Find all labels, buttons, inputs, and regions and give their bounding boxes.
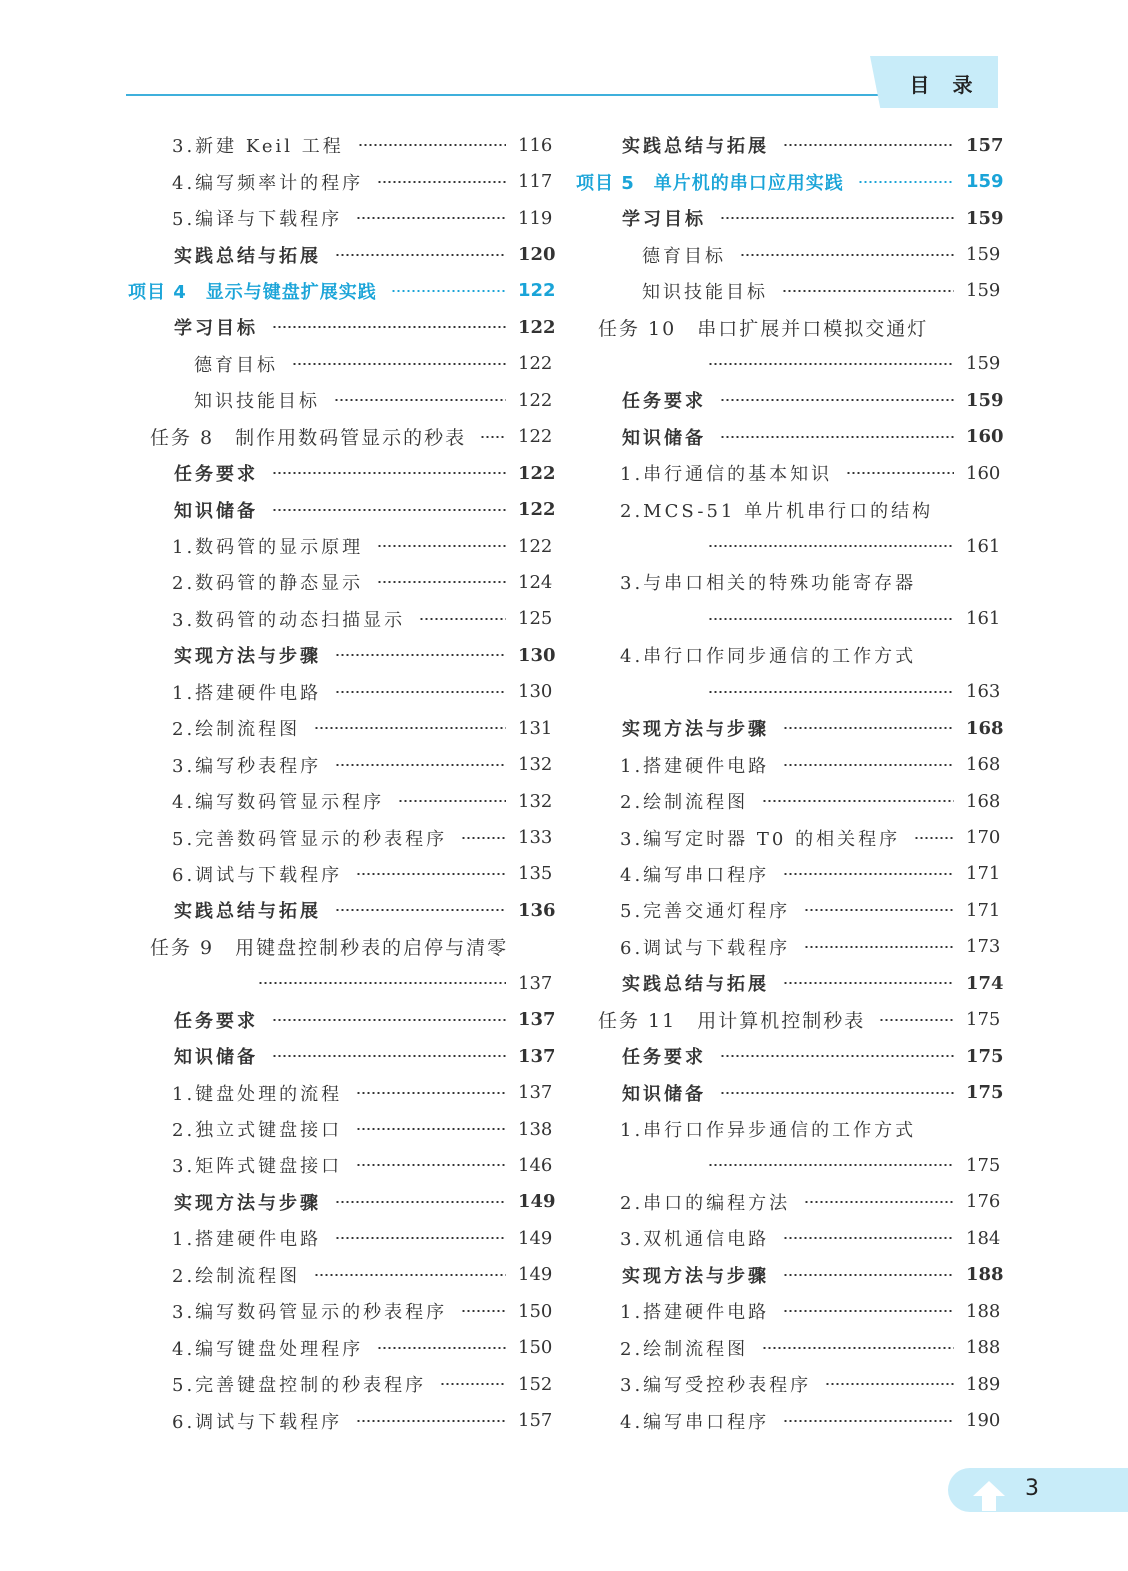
- toc-entry-page: 138: [518, 1118, 553, 1140]
- toc-entry-page: 175: [966, 1082, 1004, 1104]
- toc-leader-dots: [334, 399, 506, 401]
- toc-entry-page: 157: [518, 1410, 553, 1432]
- toc-entry[interactable]: [574, 1220, 1000, 1256]
- toc-entry-page: 188: [966, 1264, 1004, 1286]
- toc-entry-title: 3.新建 Keil 工程: [172, 136, 344, 158]
- toc-leader-dots: [825, 1383, 954, 1385]
- toc-entry[interactable]: [574, 1257, 1004, 1293]
- toc-entry[interactable]: [126, 1402, 552, 1438]
- toc-leader-dots: [708, 691, 954, 693]
- toc-leader-dots: [783, 1310, 954, 1312]
- toc-leader-dots: [720, 436, 954, 438]
- toc-entry-page: 174: [966, 972, 1004, 994]
- toc-entry-page: 149: [518, 1191, 556, 1213]
- toc-entry-page: 117: [518, 171, 553, 193]
- toc-entry[interactable]: [126, 746, 552, 782]
- toc-entry-page: 159: [966, 353, 1001, 375]
- toc-entry[interactable]: [126, 382, 552, 418]
- toc-entry[interactable]: [574, 674, 1000, 710]
- toc-entry-title: 1.搭建硬件电路: [620, 1302, 770, 1324]
- toc-entry[interactable]: [126, 783, 552, 819]
- toc-entry-page: 150: [518, 1337, 553, 1359]
- toc-entry[interactable]: [574, 1402, 1000, 1438]
- toc-entry-page: 157: [966, 134, 1004, 156]
- toc-entry[interactable]: [126, 455, 556, 491]
- toc-leader-dots: [314, 1274, 506, 1276]
- toc-leader-dots: [335, 254, 506, 256]
- toc-entry[interactable]: [126, 1220, 552, 1256]
- toc-leader-dots: [783, 727, 954, 729]
- toc-leader-dots: [740, 254, 954, 256]
- toc-entry-title: 知识储备: [622, 427, 706, 449]
- toc-entry[interactable]: [126, 127, 552, 163]
- toc-entry-title: 任务 9 用键盘控制秒表的启停与清零: [150, 937, 509, 960]
- toc-entry[interactable]: [574, 1147, 1000, 1183]
- toc-entry-title: 3.双机通信电路: [620, 1229, 770, 1251]
- toc-entry-title: 1.搭建硬件电路: [172, 682, 322, 704]
- toc-leader-dots: [783, 1237, 954, 1239]
- toc-entry-title: 6.调试与下载程序: [172, 864, 343, 886]
- toc-entry[interactable]: [126, 1184, 556, 1220]
- toc-entry[interactable]: [126, 856, 552, 892]
- toc-leader-dots: [335, 691, 506, 693]
- toc-entry-title: 项目 5 单片机的串口应用实践: [576, 172, 844, 194]
- toc-entry-page: 175: [966, 1045, 1004, 1067]
- toc-entry[interactable]: [126, 892, 556, 928]
- toc-entry-title: 1.数码管的显示原理: [172, 537, 364, 559]
- toc-entry-page: 125: [518, 608, 553, 630]
- toc-entry[interactable]: [126, 1366, 552, 1402]
- toc-leader-dots: [356, 873, 506, 875]
- toc-leader-dots: [419, 618, 506, 620]
- toc-entry-page: 146: [518, 1154, 553, 1176]
- toc-entry-page: 171: [966, 863, 1001, 885]
- toc-entry-title: 实践总结与拓展: [174, 901, 321, 923]
- toc-leader-dots: [804, 909, 954, 911]
- toc-entry-page: 152: [518, 1373, 553, 1395]
- toc-entry-title: 项目 4 显示与键盘扩展实践: [128, 281, 377, 303]
- toc-entry-page: 119: [518, 207, 553, 229]
- toc-entry-page: 159: [966, 244, 1001, 266]
- toc-leader-dots: [272, 326, 506, 328]
- toc-leader-dots: [440, 1383, 506, 1385]
- toc-entry[interactable]: [126, 1002, 556, 1038]
- toc-entry-page: 184: [966, 1227, 1001, 1249]
- toc-leader-dots: [480, 436, 506, 438]
- toc-leader-dots: [783, 764, 954, 766]
- toc-entry-title: 任务要求: [174, 464, 258, 486]
- toc-entry-title: 任务 8 制作用数码管显示的秒表: [150, 427, 467, 450]
- toc-entry-page: 120: [518, 244, 556, 266]
- toc-entry[interactable]: [126, 929, 552, 965]
- toc-leader-dots: [356, 1092, 506, 1094]
- toc-entry-page: 135: [518, 863, 553, 885]
- toc-entry[interactable]: [574, 455, 1000, 491]
- toc-leader-dots: [708, 363, 954, 365]
- toc-entry-page: 168: [966, 790, 1001, 812]
- toc-entry[interactable]: [126, 710, 552, 746]
- toc-entry-title: 知识储备: [622, 1083, 706, 1105]
- toc-entry-page: 159: [966, 389, 1004, 411]
- toc-entry[interactable]: [126, 564, 552, 600]
- toc-entry-page: 137: [518, 1082, 553, 1104]
- toc-leader-dots: [858, 181, 954, 183]
- toc-leader-dots: [708, 618, 954, 620]
- toc-leader-dots: [377, 181, 506, 183]
- toc-entry-title: 学习目标: [622, 209, 706, 231]
- toc-entry-page: 132: [518, 754, 553, 776]
- toc-leader-dots: [335, 909, 506, 911]
- toc-entry[interactable]: [126, 1257, 552, 1293]
- toc-entry[interactable]: [574, 1038, 1004, 1074]
- toc-leader-dots: [804, 946, 954, 948]
- toc-entry[interactable]: [126, 309, 556, 345]
- toc-entry-page: 131: [518, 717, 553, 739]
- toc-leader-dots: [335, 1201, 506, 1203]
- toc-entry-title: 任务要求: [174, 1010, 258, 1032]
- toc-entry[interactable]: [126, 1074, 552, 1110]
- toc-entry[interactable]: [574, 236, 1000, 272]
- toc-leader-dots: [356, 1164, 506, 1166]
- toc-leader-dots: [720, 1092, 954, 1094]
- toc-entry-title: 2.MCS-51 单片机串行口的结构: [620, 500, 934, 522]
- toc-entry-page: 188: [966, 1337, 1001, 1359]
- toc-entry-title: 4.编写频率计的程序: [172, 172, 364, 194]
- toc-entry-title: 3.编写秒表程序: [172, 755, 322, 777]
- toc-entry[interactable]: [574, 601, 1000, 637]
- page-number: 3: [1025, 1476, 1039, 1501]
- toc-entry[interactable]: [574, 491, 1000, 527]
- toc-entry-title: 德育目标: [194, 354, 278, 376]
- toc-entry-page: 173: [966, 936, 1001, 958]
- toc-entry-title: 6.调试与下载程序: [620, 937, 791, 959]
- toc-leader-dots: [335, 654, 506, 656]
- toc-leader-dots: [720, 217, 954, 219]
- toc-entry[interactable]: [126, 273, 556, 309]
- toc-leader-dots: [292, 363, 506, 365]
- toc-entry-page: 136: [518, 899, 556, 921]
- toc-entry-title: 实现方法与步骤: [622, 1265, 769, 1287]
- toc-entry-page: 175: [966, 1009, 1001, 1031]
- toc-leader-dots: [356, 1128, 506, 1130]
- toc-entry[interactable]: [126, 163, 552, 199]
- toc-entry-page: 176: [966, 1191, 1001, 1213]
- toc-entry-title: 任务要求: [622, 391, 706, 413]
- toc-entry-title: 3.数码管的动态扫描显示: [172, 609, 406, 631]
- toc-entry-title: 知识技能目标: [642, 281, 768, 303]
- toc-entry-title: 知识技能目标: [194, 391, 320, 413]
- toc-entry-title: 2.绘制流程图: [620, 792, 749, 814]
- toc-entry-page: 116: [518, 134, 553, 156]
- toc-entry-title: 知识储备: [174, 500, 258, 522]
- toc-entry-title: 2.绘制流程图: [620, 1338, 749, 1360]
- toc-entry-page: 133: [518, 827, 553, 849]
- toc-entry-page: 122: [518, 316, 556, 338]
- toc-entry[interactable]: [574, 892, 1000, 928]
- toc-leader-dots: [914, 837, 954, 839]
- toc-leader-dots: [783, 144, 954, 146]
- toc-entry-page: 149: [518, 1227, 553, 1249]
- toc-entry-title: 任务 10 串口扩展并口模拟交通灯: [598, 317, 929, 340]
- toc-entry-page: 150: [518, 1300, 553, 1322]
- toc-entry-title: 3.编写受控秒表程序: [620, 1375, 812, 1397]
- toc-entry-title: 4.编写串口程序: [620, 864, 770, 886]
- toc-entry[interactable]: [126, 200, 552, 236]
- toc-leader-dots: [783, 873, 954, 875]
- toc-leader-dots: [272, 1055, 506, 1057]
- toc-entry[interactable]: [574, 309, 1000, 345]
- toc-entry[interactable]: [126, 1147, 552, 1183]
- toc-leader-dots: [804, 1201, 954, 1203]
- toc-entry-title: 5.完善键盘控制的秒表程序: [172, 1375, 427, 1397]
- toc-entry[interactable]: [126, 419, 552, 455]
- toc-entry[interactable]: [574, 783, 1000, 819]
- toc-entry[interactable]: [126, 1111, 552, 1147]
- toc-leader-dots: [783, 1274, 954, 1276]
- toc-entry-page: 161: [966, 535, 1001, 557]
- toc-leader-dots: [461, 837, 506, 839]
- toc-entry-title: 实践总结与拓展: [174, 245, 321, 267]
- toc-entry-title: 实现方法与步骤: [174, 646, 321, 668]
- toc-leader-dots: [879, 1019, 954, 1021]
- toc-entry-page: 130: [518, 681, 553, 703]
- toc-entry-page: 190: [966, 1410, 1001, 1432]
- toc-leader-dots: [358, 144, 506, 146]
- toc-entry-page: 170: [966, 827, 1001, 849]
- toc-entry-title: 1.搭建硬件电路: [620, 755, 770, 777]
- toc-entry[interactable]: [574, 1111, 1000, 1147]
- toc-entry[interactable]: [574, 710, 1004, 746]
- toc-entry-page: 159: [966, 171, 1004, 193]
- toc-entry-title: 3.矩阵式键盘接口: [172, 1156, 343, 1178]
- toc-leader-dots: [272, 509, 506, 511]
- toc-entry-page: 161: [966, 608, 1001, 630]
- toc-entry[interactable]: [126, 528, 552, 564]
- toc-entry-title: 1.串行通信的基本知识: [620, 464, 833, 486]
- toc-leader-dots: [272, 1019, 506, 1021]
- toc-entry-page: 160: [966, 462, 1001, 484]
- toc-left-column: [126, 127, 556, 1439]
- toc-entry-title: 3.编写数码管显示的秒表程序: [172, 1302, 448, 1324]
- toc-entry-page: 159: [966, 207, 1004, 229]
- toc-entry-title: 5.编译与下载程序: [172, 209, 343, 231]
- toc-entry-title: 4.编写串口程序: [620, 1411, 770, 1433]
- toc-leader-dots: [783, 982, 954, 984]
- toc-entry-title: 任务要求: [622, 1047, 706, 1069]
- toc-entry[interactable]: [126, 1329, 552, 1365]
- toc-leader-dots: [377, 545, 506, 547]
- toc-leader-dots: [708, 545, 954, 547]
- toc-entry-page: 160: [966, 426, 1004, 448]
- toc-entry-page: 168: [966, 754, 1001, 776]
- toc-leader-dots: [335, 1237, 506, 1239]
- toc-entry[interactable]: [574, 1366, 1000, 1402]
- toc-entry-page: 124: [518, 571, 553, 593]
- page-title: 目 录: [909, 73, 981, 97]
- toc-entry[interactable]: [126, 1038, 556, 1074]
- toc-entry[interactable]: [574, 819, 1000, 855]
- toc-entry-page: 189: [966, 1373, 1001, 1395]
- toc-leader-dots: [461, 1310, 506, 1312]
- toc-entry-page: 175: [966, 1154, 1001, 1176]
- toc-entry[interactable]: [574, 163, 1004, 199]
- toc-entry[interactable]: [574, 346, 1000, 382]
- toc-entry-title: 6.调试与下载程序: [172, 1411, 343, 1433]
- toc-entry-title: 2.绘制流程图: [172, 1265, 301, 1287]
- toc-leader-dots: [720, 399, 954, 401]
- toc-entry[interactable]: [574, 1329, 1000, 1365]
- toc-entry[interactable]: [126, 236, 556, 272]
- toc-entry-page: 168: [966, 717, 1004, 739]
- toc-leader-dots: [258, 982, 506, 984]
- toc-entry[interactable]: [574, 929, 1000, 965]
- toc-entry-title: 2.独立式键盘接口: [172, 1120, 343, 1142]
- toc-entry[interactable]: [574, 965, 1004, 1001]
- toc-entry[interactable]: [574, 200, 1004, 236]
- toc-entry[interactable]: [126, 491, 556, 527]
- toc-entry[interactable]: [574, 382, 1004, 418]
- toc-entry-page: 163: [966, 681, 1001, 703]
- toc-entry-title: 2.数码管的静态显示: [172, 573, 364, 595]
- toc-entry-title: 1.键盘处理的流程: [172, 1083, 343, 1105]
- toc-entry[interactable]: [574, 528, 1000, 564]
- toc-entry-page: 122: [518, 389, 553, 411]
- header-rule: [126, 94, 886, 96]
- toc-entry-title: 5.完善数码管显示的秒表程序: [172, 828, 448, 850]
- toc-entry[interactable]: [574, 564, 1000, 600]
- toc-leader-dots: [762, 800, 954, 802]
- toc-leader-dots: [335, 764, 506, 766]
- toc-entry-title: 5.完善交通灯程序: [620, 901, 791, 923]
- toc-entry-title: 4.编写数码管显示程序: [172, 792, 385, 814]
- toc-entry[interactable]: [126, 346, 552, 382]
- toc-entry-title: 德育目标: [642, 245, 726, 267]
- toc-entry[interactable]: [126, 637, 556, 673]
- toc-entry-title: 任务 11 用计算机控制秒表: [598, 1010, 866, 1033]
- toc-entry-page: 122: [518, 535, 553, 557]
- toc-entry-page: 149: [518, 1264, 553, 1286]
- toc-entry-page: 159: [966, 280, 1001, 302]
- toc-entry[interactable]: [126, 674, 552, 710]
- toc-entry[interactable]: [574, 1002, 1000, 1038]
- toc-entry-title: 2.绘制流程图: [172, 719, 301, 741]
- toc-entry-page: 132: [518, 790, 553, 812]
- toc-entry-page: 122: [518, 353, 553, 375]
- toc-entry-page: 122: [518, 280, 556, 302]
- toc-entry[interactable]: [126, 819, 552, 855]
- toc-entry[interactable]: [574, 419, 1004, 455]
- toc-entry-title: 实现方法与步骤: [174, 1192, 321, 1214]
- toc-entry-title: 实践总结与拓展: [622, 974, 769, 996]
- toc-entry[interactable]: [574, 1293, 1000, 1329]
- toc-leader-dots: [783, 1420, 954, 1422]
- toc-entry[interactable]: [574, 856, 1000, 892]
- toc-entry-page: 122: [518, 499, 556, 521]
- toc-right-column: [574, 127, 1004, 1439]
- toc-leader-dots: [720, 1055, 954, 1057]
- toc-leader-dots: [377, 1347, 506, 1349]
- toc-leader-dots: [708, 1164, 954, 1166]
- toc-entry[interactable]: [126, 965, 552, 1001]
- toc-leader-dots: [762, 1347, 954, 1349]
- toc-leader-dots: [356, 217, 506, 219]
- toc-entry-page: 188: [966, 1300, 1001, 1322]
- toc-entry[interactable]: [126, 1293, 552, 1329]
- toc-leader-dots: [782, 290, 954, 292]
- toc-entry-title: 4.编写键盘处理程序: [172, 1338, 364, 1360]
- toc-entry-page: 137: [518, 1009, 556, 1031]
- toc-leader-dots: [314, 727, 506, 729]
- toc-leader-dots: [391, 290, 506, 292]
- toc-entry-title: 实现方法与步骤: [622, 719, 769, 741]
- toc-leader-dots: [377, 581, 506, 583]
- toc-entry-title: 1.串行口作异步通信的工作方式: [620, 1120, 917, 1142]
- toc-entry-page: 122: [518, 426, 553, 448]
- toc-entry[interactable]: [574, 127, 1004, 163]
- toc-entry-title: 4.串行口作同步通信的工作方式: [620, 646, 917, 668]
- toc-entry-page: 122: [518, 462, 556, 484]
- toc-entry-page: 171: [966, 899, 1001, 921]
- toc-leader-dots: [846, 472, 954, 474]
- toc-entry-page: 137: [518, 1045, 556, 1067]
- toc-entry[interactable]: [574, 1074, 1004, 1110]
- toc-entry[interactable]: [574, 637, 1000, 673]
- toc-leader-dots: [398, 800, 506, 802]
- toc-entry-page: 137: [518, 972, 553, 994]
- toc-entry-title: 1.搭建硬件电路: [172, 1229, 322, 1251]
- toc-leader-dots: [272, 472, 506, 474]
- toc-entry-title: 3.编写定时器 T0 的相关程序: [620, 828, 901, 850]
- up-arrow-icon: [972, 1480, 1006, 1512]
- toc-entry-page: 130: [518, 644, 556, 666]
- toc-entry-title: 实践总结与拓展: [622, 136, 769, 158]
- toc-entry-title: 知识储备: [174, 1047, 258, 1069]
- toc-entry[interactable]: [574, 273, 1000, 309]
- toc-entry[interactable]: [574, 1184, 1000, 1220]
- toc-entry[interactable]: [574, 746, 1000, 782]
- toc-entry[interactable]: [126, 601, 552, 637]
- toc-entry-title: 2.串口的编程方法: [620, 1192, 791, 1214]
- toc-leader-dots: [356, 1420, 506, 1422]
- toc-entry-title: 3.与串口相关的特殊功能寄存器: [620, 573, 917, 595]
- toc-entry-title: 学习目标: [174, 318, 258, 340]
